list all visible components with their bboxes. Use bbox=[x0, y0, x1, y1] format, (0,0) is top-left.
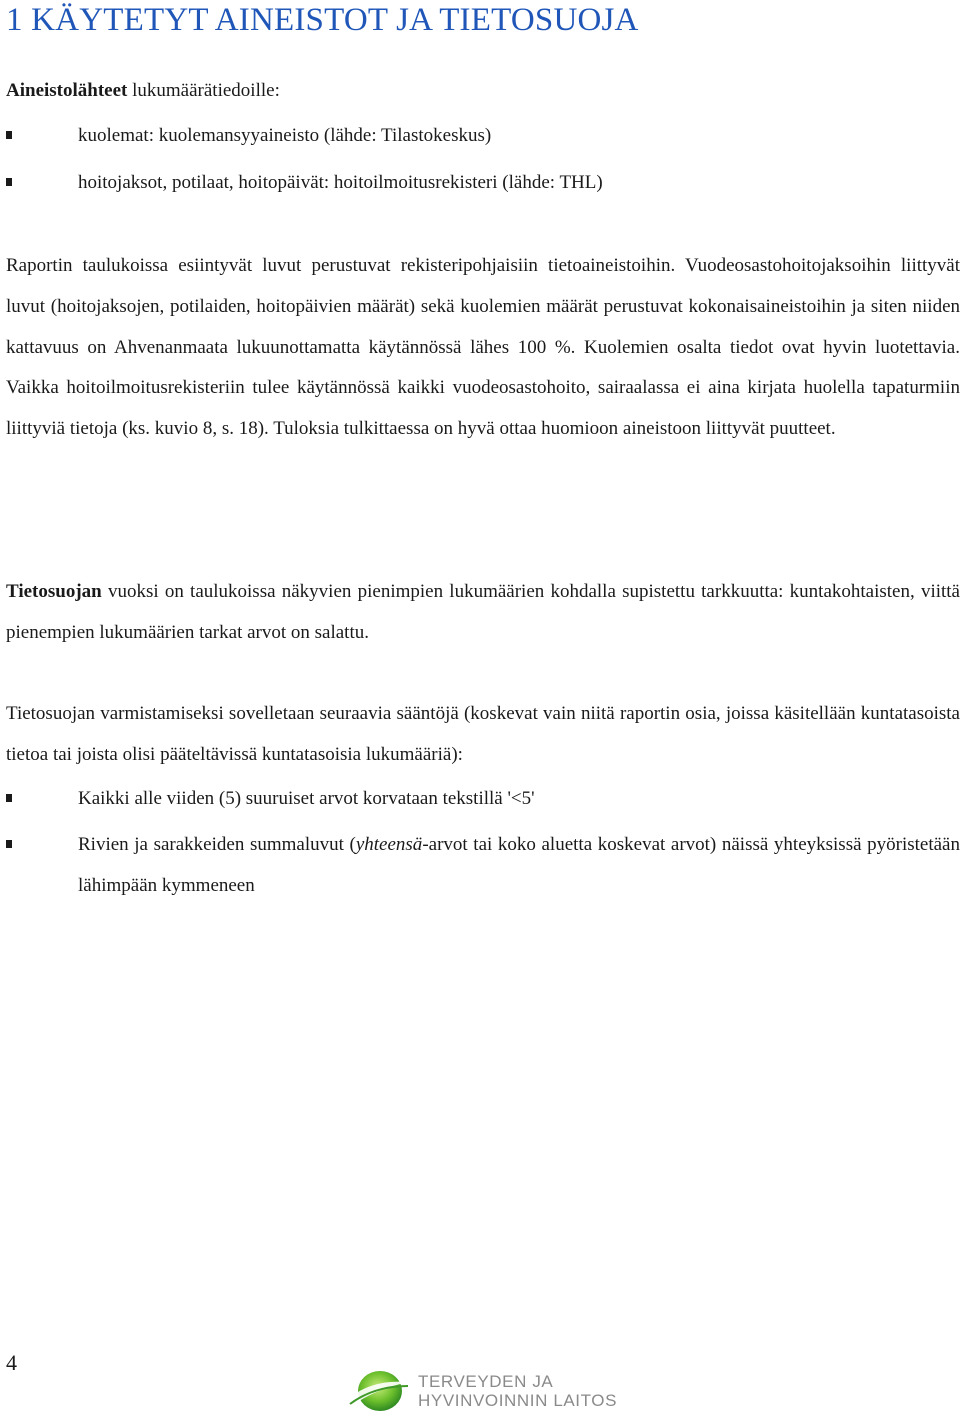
data-description-paragraph: Raportin taulukoissa esiintyvät luvut perustuvat rekisteripohjaisiin tietoaineistoihin. Vuodeosastohoitojaksoihin liittyvät luvut (hoitojaksojen, potilaiden, hoitopäivien määrät) sekä kuolemien määrät perustuvat kokonaisaineistoihin ja siten niiden kattavuus on Ahvenanmaata lukuunottamatta käytännössä lähes 100 %. Kuolemien osalta tiedot ovat hyvin luotettavia. Vaikka hoitoilmoitusrekisteriin tulee käytännössä kaikki vuodeosastohoito, sairaalassa ei aina kirjata huolella tapaturmiin liittyviä tietoja (ks. kuvio 8, s. 18). Tuloksia tulkittaessa on hyvä ottaa huomioon aineistoon liittyvät puutteet. bbox=[6, 255, 960, 440]
section-heading: 1 KÄYTETYT AINEISTOT JA TIETOSUOJA bbox=[6, 2, 639, 38]
list-item-text: kuolemat: kuolemansyyaineisto (lähde: Tilastokeskus) bbox=[78, 125, 492, 146]
list-item-text-after: -arvot tai koko aluetta koskevat arvot) näissä yhteyksissä pyöristetään lähimpään kymmeneen bbox=[78, 833, 960, 896]
privacy-paragraph bbox=[6, 572, 960, 654]
thl-logo bbox=[344, 1366, 624, 1416]
page-number: 4 bbox=[6, 1350, 17, 1375]
sources-label-rest: lukumäärätiedoille: bbox=[127, 80, 280, 101]
list-item bbox=[6, 825, 960, 907]
rules-intro-paragraph: Tietosuojan varmistamiseksi sovelletaan seuraavia sääntöjä (koskevat vain niitä raportin osia, joissa käsitellään kuntatasoista tietoa tai joista olisi pääteltävissä kuntatasoisia lukumääriä): bbox=[6, 703, 960, 765]
logo-text bbox=[418, 1372, 617, 1410]
list-item-text: hoitojaksot, potilaat, hoitopäivät: hoitoilmoitusrekisteri (lähde: THL) bbox=[78, 171, 603, 193]
list-item bbox=[6, 116, 960, 157]
bullet-icon bbox=[6, 178, 12, 186]
list-item bbox=[6, 779, 960, 820]
thl-leaf-logo-icon bbox=[344, 1366, 414, 1416]
list-item-text: Kaikki alle viiden (5) suuruiset arvot korvataan tekstillä '<5' bbox=[78, 788, 535, 809]
bullet-icon bbox=[6, 794, 12, 802]
privacy-text: vuoksi on taulukoissa näkyvien pienimpien lukumäärien kohdalla supistettu tarkkuutta: kuntakohtaisten, viittä pienempien lukumäärien tarkat arvot on salattu. bbox=[6, 581, 960, 643]
bullet-icon bbox=[6, 131, 12, 139]
rules-list bbox=[6, 779, 960, 906]
logo-line-2: HYVINVOINNIN LAITOS bbox=[418, 1391, 618, 1410]
list-item bbox=[6, 163, 960, 204]
logo-line-1: TERVEYDEN JA bbox=[418, 1372, 554, 1391]
bullet-icon bbox=[6, 840, 12, 848]
sources-list bbox=[6, 116, 960, 204]
list-item-italic: yhteensä bbox=[355, 833, 423, 855]
sources-intro bbox=[6, 71, 960, 112]
list-item-text-before: Rivien ja sarakkeiden summaluvut ( bbox=[78, 833, 356, 855]
privacy-keyword: Tietosuojan bbox=[6, 581, 102, 602]
sources-label: Aineistolähteet bbox=[6, 80, 128, 101]
